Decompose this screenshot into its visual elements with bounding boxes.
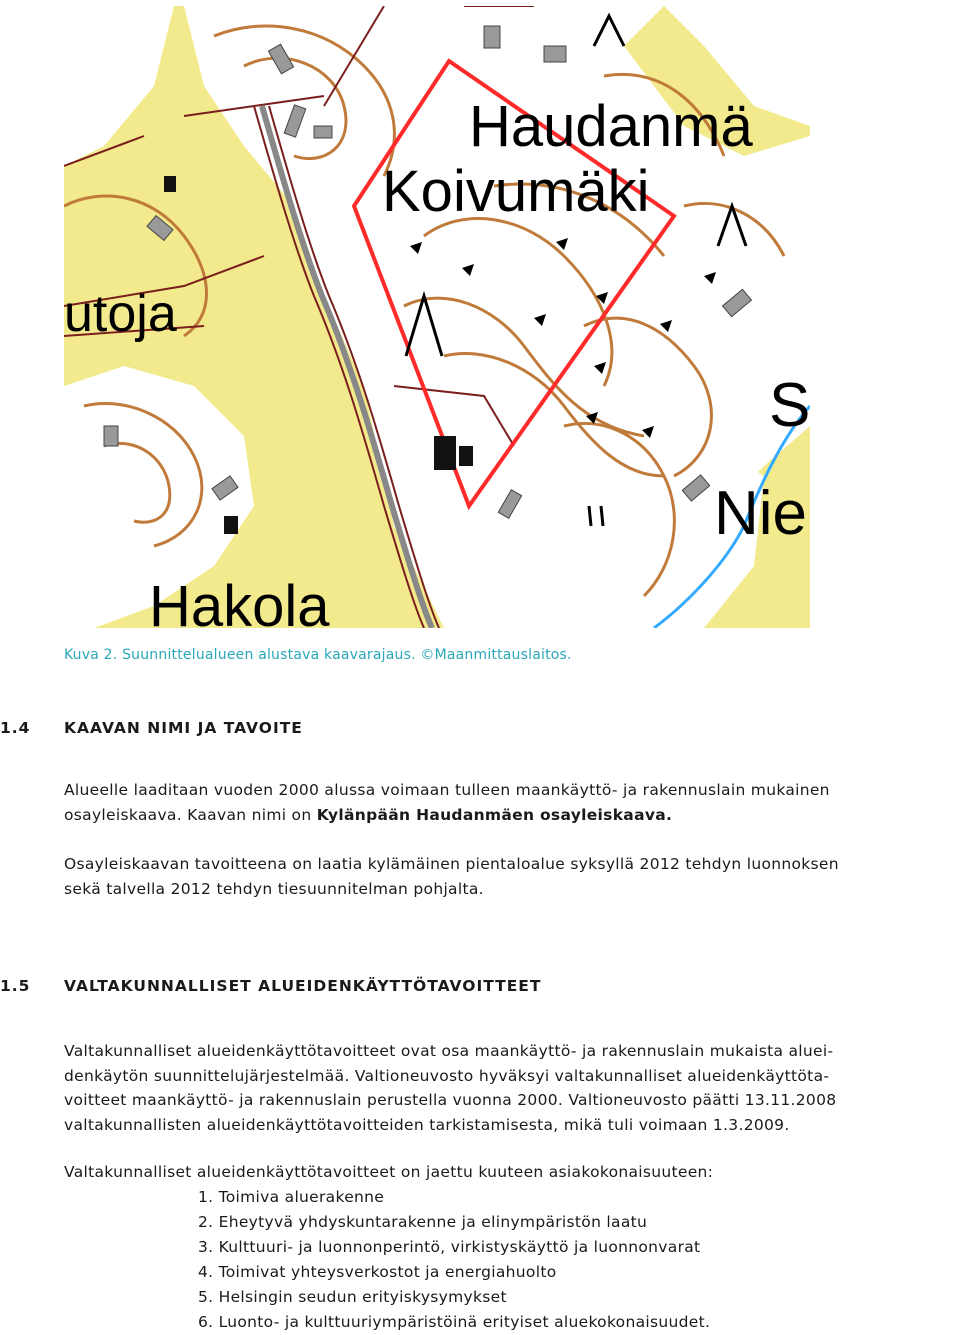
- text-line: voitteet maankäyttö- ja rakennuslain perustella vuonna 2000. Valtioneuvosto päätti 13.11.2008: [64, 1091, 837, 1109]
- place-label-hakola: Hakola: [149, 574, 330, 628]
- list-item: 1. Toimiva aluerakenne: [198, 1188, 385, 1206]
- paragraph-national-goals: [64, 1039, 960, 1137]
- text-line: valtakunnallisten alueidenkäyttötavoitteiden tarkistamisesta, mikä tuli voimaan 1.3.2009.: [64, 1115, 790, 1134]
- list-item: 2. Eheytyvä yhdyskuntarakenne ja elinympäristön laatu: [198, 1213, 648, 1231]
- text-line: Valtakunnalliset alueidenkäyttötavoitteet ovat osa maankäyttö- ja rakennuslain mukaista aluei-: [64, 1042, 834, 1060]
- plan-name: Kylänpään Haudanmäen osayleiskaava.: [316, 805, 673, 824]
- text-line: [64, 803, 960, 828]
- place-label-nie: Nie: [714, 479, 808, 548]
- list-item: 4. Toimivat yhteysverkostot ja energiahuolto: [198, 1263, 557, 1281]
- place-label-utoja: utoja: [64, 285, 177, 343]
- figure-caption: Kuva 2. Suunnittelualueen alustava kaavarajaus. ©Maanmittauslaitos.: [64, 647, 572, 663]
- paragraph-plan-name: [64, 778, 960, 827]
- text-line: Valtakunnalliset alueidenkäyttötavoitteet on jaettu kuuteen asiakokonaisuuteen:: [64, 1163, 714, 1181]
- place-label-s: S: [769, 371, 810, 440]
- list-item: 6. Luonto- ja kulttuuriympäristöinä erityiset aluekokonaisuudet.: [198, 1313, 711, 1331]
- section-title: VALTAKUNNALLISET ALUEIDENKÄYTTÖTAVOITTEET: [64, 977, 542, 995]
- text-line: denkäytön suunnittelujärjestelmää. Valtioneuvosto hyväksyi valtakunnalliset alueidenkäyttöta-: [64, 1066, 830, 1085]
- section-number: 1.5: [0, 977, 31, 995]
- section-number: 1.4: [0, 719, 31, 737]
- list-item: 5. Helsingin seudun erityiskysymykset: [198, 1288, 507, 1306]
- paragraph-goal-groups-intro: [64, 1160, 960, 1185]
- place-label-koivumaki: Koivumäki: [382, 159, 650, 224]
- goal-groups-list: [198, 1185, 710, 1335]
- text-line-prefix: osayleiskaava. Kaavan nimi on: [64, 805, 317, 824]
- text-line: Osayleiskaavan tavoitteena on laatia kylämäinen pientaloalue syksyllä 2012 tehdyn luonnoksen: [64, 855, 839, 873]
- list-item: 3. Kulttuuri- ja luonnonperintö, virkistyskäyttö ja luonnonvarat: [198, 1238, 701, 1256]
- topographic-map: [64, 6, 810, 628]
- text-line: sekä talvella 2012 tehdyn tiesuunnitelman pohjalta.: [64, 879, 484, 898]
- paragraph-plan-goal: [64, 852, 960, 901]
- section-title: KAAVAN NIMI JA TAVOITE: [64, 719, 303, 737]
- text-line: Alueelle laaditaan vuoden 2000 alussa voimaan tulleen maankäyttö- ja rakennuslain mukainen: [64, 781, 830, 799]
- place-label-haudanmaki: Haudanmä: [469, 94, 753, 159]
